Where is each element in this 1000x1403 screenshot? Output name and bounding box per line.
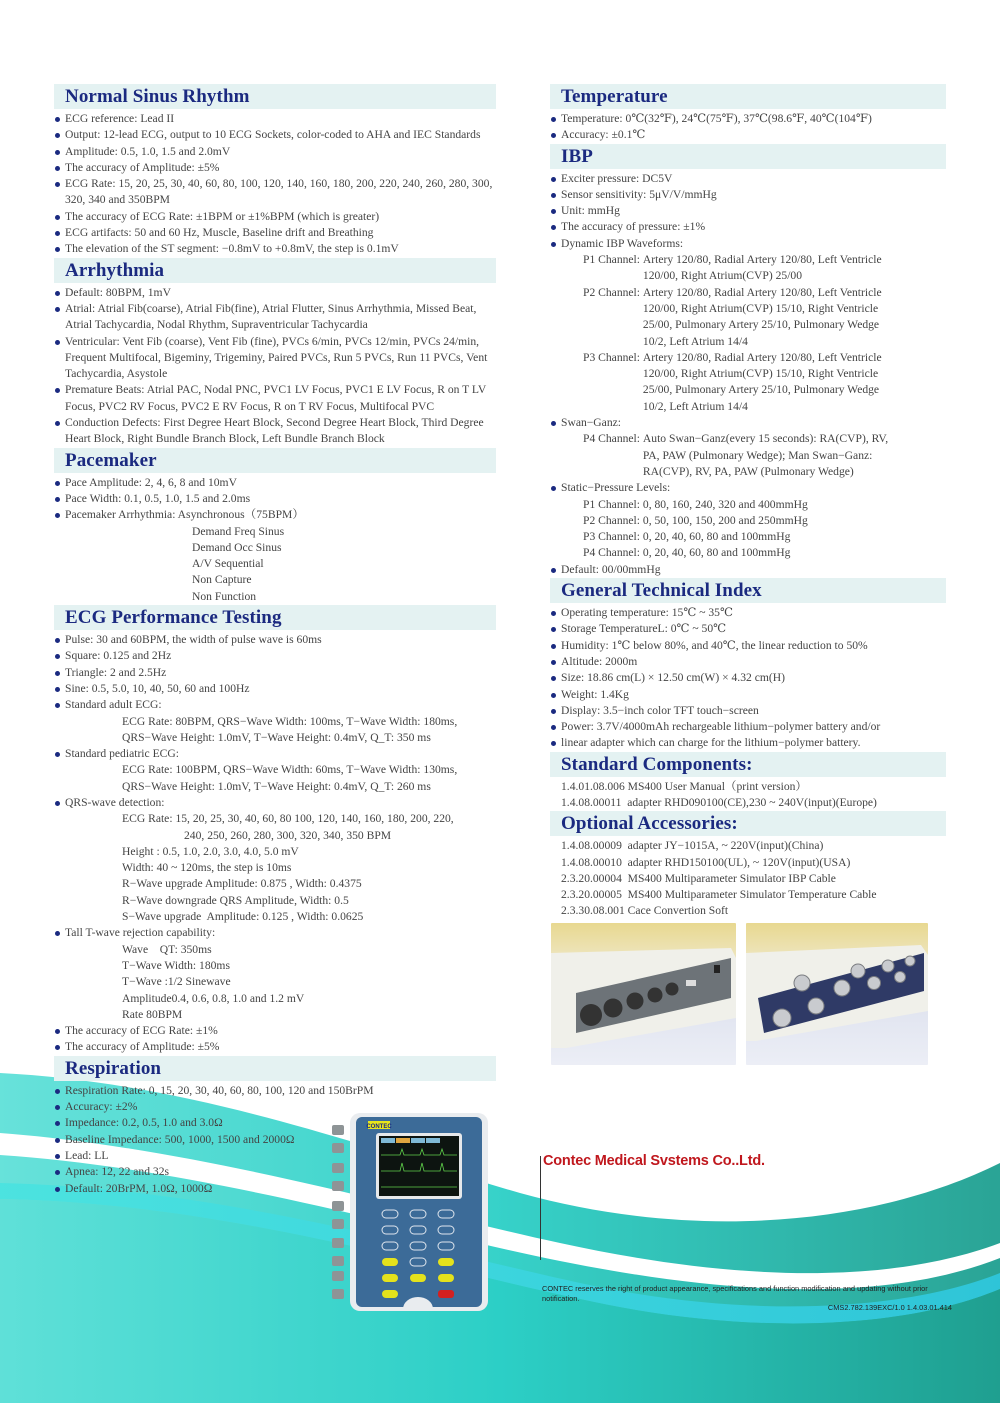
list-item: Display: 3.5−inch color TFT touch−screen	[550, 703, 946, 719]
bullet-icon	[55, 638, 60, 643]
bullet-icon	[55, 1154, 60, 1159]
list-item: ECG Rate: 15, 20, 25, 30, 40, 60, 80, 100, 120, 140, 160, 180, 200, 220, 240, 260, 280, 300, 320, 340 and 350BPM	[54, 176, 496, 209]
pediatric-ecg-line: ECG Rate: 100BPM, QRS−Wave Width: 60ms, T−Wave Width: 130ms,	[122, 763, 458, 777]
list-item: Conduction Defects: First Degree Heart Block, Second Degree Heart Block, Third Degree Heart Block, Right Bundle Branch Block, Left Bundle Branch Block	[54, 415, 496, 448]
list-item: The accuracy of ECG Rate: ±1BPM or ±1%BPM (which is greater)	[54, 209, 496, 225]
section-ibp	[550, 144, 946, 578]
list-item: Size: 18.86 cm(L) × 12.50 cm(W) × 4.32 cm(H)	[550, 670, 946, 686]
bullet-icon	[55, 931, 60, 936]
pacemaker-mode: Demand Freq Sinus	[192, 524, 285, 538]
list-item: Impedance: 0.2, 0.5, 1.0 and 3.0Ω	[54, 1115, 496, 1131]
list-item: Pace Width: 0.1, 0.5, 1.0, 1.5 and 2.0ms	[54, 491, 496, 507]
section-title: IBP	[550, 144, 946, 169]
list-item: Standard pediatric ECG:	[54, 746, 496, 762]
qrs-line: S−Wave upgrade Amplitude: 0.125 , Width: 0.0625	[122, 910, 364, 924]
list-item: Humidity: 1℃ below 80%, and 40℃, the linear reduction to 50%	[550, 638, 946, 654]
list-item: The accuracy of Amplitude: ±5%	[54, 1039, 496, 1055]
bullet-icon	[551, 611, 556, 616]
section-arrhythmia	[54, 258, 496, 448]
list-item: QRS-wave detection:	[54, 795, 496, 811]
list-item: Power: 3.7V/4000mAh rechargeable lithium−polymer battery and/or	[550, 719, 946, 735]
bullet-icon	[551, 486, 556, 491]
bullet-icon	[55, 671, 60, 676]
tall-t-line: Rate 80BPM	[122, 1007, 183, 1021]
section-temperature	[550, 84, 946, 144]
qrs-line: Height : 0.5, 1.0, 2.0, 3.0, 4.0, 5.0 mV	[122, 844, 299, 858]
list-item: The accuracy of pressure: ±1%	[550, 219, 946, 235]
bullet-icon	[55, 1170, 60, 1175]
bullet-icon	[55, 1138, 60, 1143]
list-item: Accuracy: ±0.1℃	[550, 127, 946, 143]
qrs-line: R−Wave downgrade QRS Amplitude, Width: 0.5	[122, 893, 349, 907]
section-title: Temperature	[550, 84, 946, 109]
bullet-icon	[55, 150, 60, 155]
bullet-icon	[55, 340, 60, 345]
list-item: Premature Beats: Atrial PAC, Nodal PNC, PVC1 LV Focus, PVC1 E LV Focus, R on T LV Focus, PVC2 RV Focus, PVC2 E RV Focus, R on T RV Focus, Multifocal PVC	[54, 382, 496, 415]
list-item: Baseline Impedance: 500, 1000, 1500 and 2000Ω	[54, 1132, 496, 1148]
list-item: Respiration Rate: 0, 15, 20, 30, 40, 60, 80, 100, 120 and 150BrPM	[54, 1083, 496, 1099]
section-title: Respiration	[54, 1056, 496, 1081]
bullet-icon	[551, 627, 556, 632]
accessory-item: 2.3.20.00005 MS400 Multiparameter Simulator Temperature Cable	[561, 888, 877, 902]
document-code: CMS2.782.139EXC/1.0 1.4.03.01.414	[827, 1303, 952, 1313]
device-brand-label: CONTEC	[366, 1124, 392, 1130]
product-photo-side-ports	[551, 923, 736, 1065]
list-item: ECG artifacts: 50 and 60 Hz, Muscle, Baseline drift and Breathing	[54, 225, 496, 241]
component-item: 1.4.01.08.006 MS400 User Manual（print version）	[561, 779, 808, 793]
bullet-icon	[55, 687, 60, 692]
list-item: Accuracy: ±2%	[54, 1099, 496, 1115]
list-item: Pacemaker Arrhythmia: Asynchronous（75BPM）	[54, 507, 496, 523]
tall-t-line: Wave QT: 350ms	[122, 942, 212, 956]
bullet-icon	[55, 231, 60, 236]
ibp-p3-channel: P3 Channel: Artery 120/80, Radial Artery 120/80, Left Ventricle 120/00, Right Atrium(CVP) 15/10, Right Ventricle 25/00, Pulmonary Artery 25/10, Pulmonary Wedge 10/2, Left Atrium 14/4	[583, 350, 882, 413]
bullet-icon	[55, 1029, 60, 1034]
bullet-icon	[551, 242, 556, 247]
section-title: ECG Performance Testing	[54, 605, 496, 630]
bullet-icon	[551, 693, 556, 698]
static-level: P2 Channel: 0, 50, 100, 150, 200 and 250mmHg	[583, 513, 808, 527]
list-item: The accuracy of ECG Rate: ±1%	[54, 1023, 496, 1039]
static-level: P1 Channel: 0, 80, 160, 240, 320 and 400mmHg	[583, 497, 808, 511]
pacemaker-mode: Demand Occ Sinus	[192, 540, 282, 554]
bullet-icon	[551, 741, 556, 746]
tall-t-line: T−Wave :1/2 Sinewave	[122, 975, 231, 989]
list-item: Altitude: 2000m	[550, 654, 946, 670]
list-item: Dynamic IBP Waveforms:	[550, 236, 946, 252]
bullet-icon	[551, 568, 556, 573]
bullet-icon	[55, 513, 60, 518]
section-title: Arrhythmia	[54, 258, 496, 283]
bullet-icon	[55, 247, 60, 252]
bullet-icon	[55, 215, 60, 220]
list-item: Unit: mmHg	[550, 203, 946, 219]
list-item: Default: 80BPM, 1mV	[54, 285, 496, 301]
list-item: Tall T-wave rejection capability:	[54, 925, 496, 941]
tall-t-line: T−Wave Width: 180ms	[122, 958, 230, 972]
qrs-line: ECG Rate: 15, 20, 25, 30, 40, 60, 80 100, 120, 140, 160, 180, 200, 220,	[122, 812, 454, 826]
section-general-technical-index	[550, 578, 946, 752]
list-item: Triangle: 2 and 2.5Hz	[54, 665, 496, 681]
bullet-icon	[55, 1089, 60, 1094]
component-item: 1.4.08.00011 adapter RHD090100(CE),230 ~ 240V(input)(Europe)	[561, 795, 877, 809]
section-title: Normal Sinus Rhythm	[54, 84, 496, 109]
company-name: Contec Medical Svstems Co..Ltd.	[543, 1153, 765, 1169]
list-item: The accuracy of Amplitude: ±5%	[54, 160, 496, 176]
bullet-icon	[55, 421, 60, 426]
bullet-icon	[55, 307, 60, 312]
pacemaker-mode: Non Capture	[192, 573, 252, 587]
qrs-line: R−Wave upgrade Amplitude: 0.875 , Width: 0.4375	[122, 877, 362, 891]
list-item: Amplitude: 0.5, 1.0, 1.5 and 2.0mV	[54, 144, 496, 160]
static-level: P3 Channel: 0, 20, 40, 60, 80 and 100mmHg	[583, 530, 791, 544]
list-item: Static−Pressure Levels:	[550, 480, 946, 496]
adult-ecg-line: ECG Rate: 80BPM, QRS−Wave Width: 100ms, T−Wave Width: 180ms,	[122, 714, 458, 728]
list-item: Lead: LL	[54, 1148, 496, 1164]
bullet-icon	[551, 209, 556, 214]
bullet-icon	[55, 291, 60, 296]
bullet-icon	[55, 752, 60, 757]
bullet-icon	[551, 421, 556, 426]
ibp-p4-channel: P4 Channel: Auto Swan−Ganz(every 15 seconds): RA(CVP), RV, PA, PAW (Pulmonary Wedge); Man Swan−Ganz: RA(CVP), RV, PA, PAW (Pulmonary Wedge)	[583, 432, 889, 478]
bullet-icon	[551, 193, 556, 198]
accessory-item: 1.4.08.00009 adapter JY−1015A, ~ 220V(input)(China)	[561, 839, 824, 853]
bullet-icon	[55, 388, 60, 393]
list-item: Exciter pressure: DC5V	[550, 171, 946, 187]
section-optional-accessories	[550, 811, 946, 919]
disclaimer	[542, 1284, 952, 1313]
bullet-icon	[55, 117, 60, 122]
list-item: Weight: 1.4Kg	[550, 687, 946, 703]
list-item: Ventricular: Vent Fib (coarse), Vent Fib (fine), PVCs 6/min, PVCs 12/min, PVCs 24/min, Frequent Multifocal, Bigeminy, Trigeminy, Paired PVCs, Run 5 PVCs, Run 11 PVCs, Vent Tachycardia, Asystole	[54, 334, 496, 383]
section-normal-sinus-rhythm	[54, 84, 496, 258]
bullet-icon	[55, 1187, 60, 1192]
pacemaker-mode: A/V Sequential	[192, 557, 264, 571]
pediatric-ecg-line: QRS−Wave Height: 1.0mV, T−Wave Height: 0.4mV, Q_T: 260 ms	[122, 779, 431, 793]
bullet-icon	[551, 725, 556, 730]
section-title: Optional Accessories:	[550, 811, 946, 836]
list-item: Atrial: Atrial Fib(coarse), Atrial Fib(fine), Atrial Flutter, Sinus Arrhythmia, Missed Beat, Atrial Tachycardia, Nodal Rhythm, Supraventricular Tachycardia	[54, 301, 496, 334]
list-item: Sine: 0.5, 5.0, 10, 40, 50, 60 and 100Hz	[54, 681, 496, 697]
disclaimer-text: CONTEC reserves the right of product appearance, specifications and function modification and updating without prior notification.	[542, 1284, 928, 1303]
bullet-icon	[55, 654, 60, 659]
left-column	[54, 84, 496, 1197]
list-item: Apnea: 12, 22 and 32s	[54, 1164, 496, 1180]
list-item: linear adapter which can charge for the lithium−polymer battery.	[550, 735, 946, 751]
bullet-icon	[551, 117, 556, 122]
bullet-icon	[551, 177, 556, 182]
list-item: Storage TemperatureL: 0℃ ~ 50℃	[550, 621, 946, 637]
divider-line	[540, 1156, 541, 1260]
pacemaker-mode: Non Function	[192, 589, 257, 603]
bullet-icon	[551, 225, 556, 230]
list-item: Pace Amplitude: 2, 4, 6, 8 and 10mV	[54, 475, 496, 491]
bullet-icon	[55, 182, 60, 187]
bullet-icon	[551, 644, 556, 649]
bullet-icon	[55, 703, 60, 708]
static-level: P4 Channel: 0, 20, 40, 60, 80 and 100mmHg	[583, 546, 791, 560]
qrs-line: Width: 40 ~ 120ms, the step is 10ms	[122, 861, 292, 875]
bullet-icon	[55, 1121, 60, 1126]
bullet-icon	[55, 133, 60, 138]
tall-t-line: Amplitude0.4, 0.6, 0.8, 1.0 and 1.2 mV	[122, 991, 305, 1005]
list-item: Output: 12-lead ECG, output to 10 ECG Sockets, color-coded to AHA and IEC Standards	[54, 127, 496, 143]
list-item: Temperature: 0℃(32℉), 24℃(75℉), 37℃(98.6℉, 40℃(104℉)	[550, 111, 946, 127]
list-item: Swan−Ganz:	[550, 415, 946, 431]
list-item: Default: 00/00mmHg	[550, 562, 946, 578]
bullet-icon	[55, 1105, 60, 1110]
list-item: Square: 0.125 and 2Hz	[54, 648, 496, 664]
device-illustration	[330, 1113, 490, 1311]
section-title: Standard Components:	[550, 752, 946, 777]
adult-ecg-line: QRS−Wave Height: 1.0mV, T−Wave Height: 0.4mV, Q_T: 350 ms	[122, 730, 431, 744]
list-item: The elevation of the ST segment: −0.8mV to +0.8mV, the step is 0.1mV	[54, 241, 496, 257]
qrs-line: 240, 250, 260, 280, 300, 320, 340, 350 BPM	[184, 828, 392, 842]
bullet-icon	[551, 660, 556, 665]
bullet-icon	[551, 133, 556, 138]
ibp-p1-channel: P1 Channel: Artery 120/80, Radial Artery 120/80, Left Ventricle 120/00, Right Atrium(CVP) 25/00	[583, 253, 882, 283]
right-column	[550, 84, 946, 920]
list-item: Default: 20BrPM, 1.0Ω, 1000Ω	[54, 1181, 496, 1197]
accessory-item: 2.3.30.08.001 Cace Convertion Soft	[561, 904, 729, 918]
bullet-icon	[55, 497, 60, 502]
ibp-p2-channel: P2 Channel: Artery 120/80, Radial Artery 120/80, Left Ventricle 120/00, Right Atrium(CVP) 15/10, Right Ventricle 25/00, Pulmonary Artery 25/10, Pulmonary Wedge 10/2, Left Atrium 14/4	[583, 285, 882, 348]
bullet-icon	[55, 481, 60, 486]
accessory-item: 2.3.20.00004 MS400 Multiparameter Simulator IBP Cable	[561, 871, 836, 885]
list-item: Sensor sensitivity: 5μV/V/mmHg	[550, 187, 946, 203]
bullet-icon	[551, 676, 556, 681]
section-standard-components	[550, 752, 946, 812]
bullet-icon	[551, 709, 556, 714]
list-item: Operating temperature: 15℃ ~ 35℃	[550, 605, 946, 621]
bullet-icon	[55, 1045, 60, 1050]
bullet-icon	[55, 801, 60, 806]
product-photo-ibp-connectors	[746, 923, 928, 1065]
section-ecg-performance-testing	[54, 605, 496, 1056]
bullet-icon	[55, 166, 60, 171]
section-title: General Technical Index	[550, 578, 946, 603]
list-item: Standard adult ECG:	[54, 697, 496, 713]
list-item: Pulse: 30 and 60BPM, the width of pulse wave is 60ms	[54, 632, 496, 648]
accessory-item: 1.4.08.00010 adapter RHD150100(UL), ~ 120V(input)(USA)	[561, 855, 851, 869]
list-item: ECG reference: Lead II	[54, 111, 496, 127]
section-pacemaker	[54, 448, 496, 605]
section-title: Pacemaker	[54, 448, 496, 473]
